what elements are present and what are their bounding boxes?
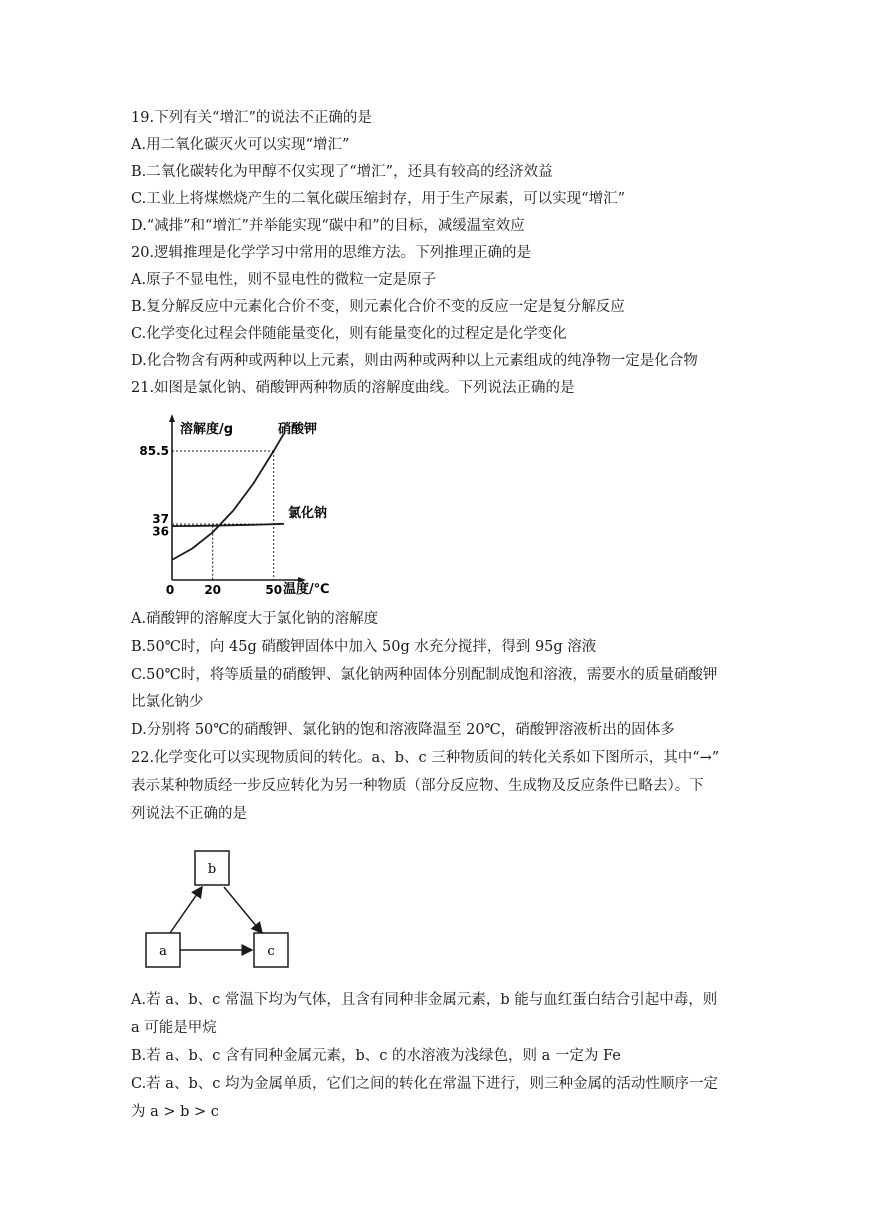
series-label-nacl: 氯化钠 bbox=[288, 506, 328, 522]
q21-stem: 21.如图是氯化钠、硝酸钾两种物质的溶解度曲线。下列说法正确的是 bbox=[131, 380, 575, 396]
q20-stem: 20.逻辑推理是化学学习中常用的思维方法。下列推理正确的是 bbox=[131, 245, 532, 261]
x-tick-label: 20 bbox=[204, 583, 222, 597]
q22-stem-line3: 列说法不正确的是 bbox=[131, 806, 247, 822]
q22-option-b: B.若 a、b、c 含有同种金属元素，b、c 的水溶液为浅绿色，则 a 一定为 Fe bbox=[131, 1048, 621, 1064]
q22-stem-line2: 表示某种物质经一步反应转化为另一种物质（部分反应物、生成物及反应条件已略去）。下 bbox=[131, 778, 704, 794]
q22-option-a-line1: A.若 a、b、c 常温下均为气体，且含有同种非金属元素，b 能与血红蛋白结合引起中毒，则 bbox=[131, 992, 718, 1008]
q20-option-b: B.复分解反应中元素化合价不变，则元素化合价不变的反应一定是复分解反应 bbox=[131, 299, 625, 315]
q21-option-d: D.分别将 50℃的硝酸钾、氯化钠的饱和溶液降温至 20℃，硝酸钾溶液析出的固体多 bbox=[131, 722, 675, 738]
y-tick-label: 85.5 bbox=[139, 443, 169, 458]
x-tick-label: 50 bbox=[265, 583, 283, 597]
solubility-chart bbox=[139, 412, 360, 602]
y-axis-label: 溶解度/g bbox=[180, 422, 234, 437]
q19-option-b: B.二氧化碳转化为甲醇不仅实现了“增汇”，还具有较高的经济效益 bbox=[131, 164, 553, 180]
q21-option-b: B.50℃时，向 45g 硝酸钾固体中加入 50g 水充分搅拌，得到 95g 溶液 bbox=[131, 639, 597, 655]
y-tick-label: 36 bbox=[152, 524, 169, 539]
q19-option-d: D.“减排”和“增汇”并举能实现“碳中和”的目标，减缓温室效应 bbox=[131, 218, 525, 234]
q22-stem-line1: 22.化学变化可以实现物质间的转化。a、b、c 三种物质间的转化关系如下图所示，其中“→” bbox=[131, 750, 720, 766]
q19-option-c: C.工业上将煤燃烧产生的二氧化碳压缩封存，用于生产尿素，可以实现“增汇” bbox=[131, 191, 626, 207]
q19-option-a: A.用二氧化碳灭火可以实现“增汇” bbox=[131, 137, 350, 153]
arrow-b-to-c bbox=[224, 887, 262, 933]
conversion-diagram bbox=[140, 846, 300, 970]
q21-option-c-line1: C.50℃时，将等质量的硝酸钾、氯化钠两种固体分别配制成饱和溶液，需要水的质量硝酸钾 bbox=[131, 667, 718, 683]
node-a-label: a bbox=[159, 944, 167, 959]
q20-option-d: D.化合物含有两种或两种以上元素，则由两种或两种以上元素组成的纯净物一定是化合物 bbox=[131, 353, 698, 369]
node-b-label: b bbox=[207, 862, 217, 877]
q20-option-c: C.化学变化过程会伴随能量变化，则有能量变化的过程定是化学变化 bbox=[131, 326, 567, 342]
q21-option-c-line2: 比氯化钠少 bbox=[131, 694, 204, 710]
q22-option-c-line2: 为 a > b > c bbox=[131, 1104, 219, 1120]
node-c-label: c bbox=[267, 944, 275, 959]
x-axis-label: 温度/℃ bbox=[283, 582, 330, 597]
arrow-a-to-b bbox=[170, 887, 202, 933]
series-label-kno3: 硝酸钾 bbox=[278, 422, 318, 437]
q20-option-a: A.原子不显电性，则不显电性的微粒一定是原子 bbox=[131, 272, 437, 288]
q19-stem: 19.下列有关“增汇”的说法不正确的是 bbox=[131, 110, 372, 126]
q22-option-a-line2: a 可能是甲烷 bbox=[131, 1020, 217, 1036]
x-tick-label: 0 bbox=[165, 583, 175, 597]
series-line-kno3 bbox=[172, 434, 284, 560]
y-tick-label: 37 bbox=[152, 512, 169, 527]
q21-option-a: A.硝酸钾的溶解度大于氯化钠的溶解度 bbox=[131, 611, 379, 627]
y-axis-arrow bbox=[169, 414, 175, 422]
q22-option-c-line1: C.若 a、b、c 均为金属单质，它们之间的转化在常温下进行，则三种金属的活动性顺序一定 bbox=[131, 1076, 718, 1092]
